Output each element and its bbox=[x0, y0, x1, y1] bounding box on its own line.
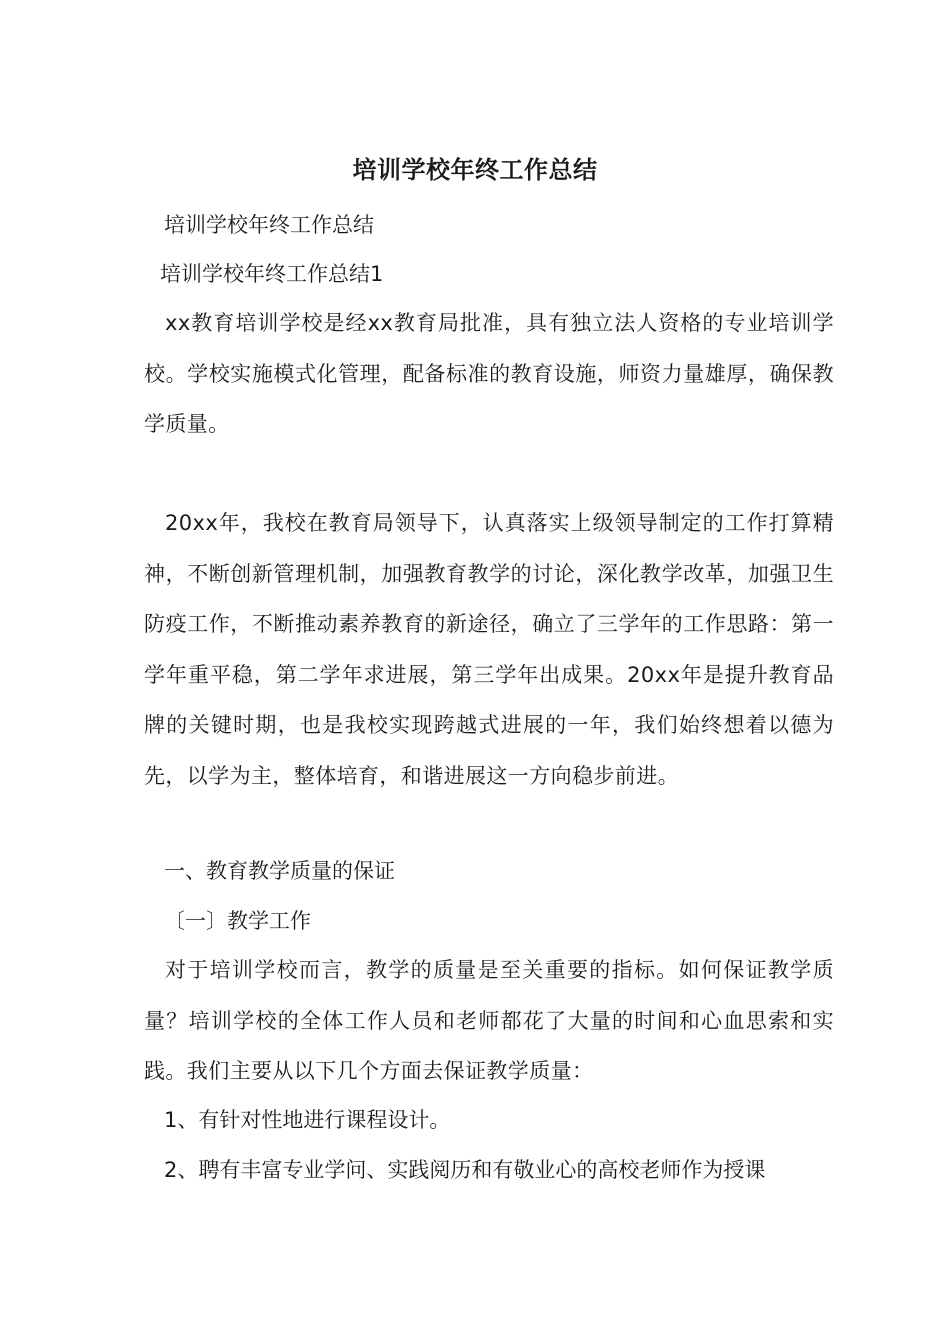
list-item-2: 2、聘有丰富专业学问、实践阅历和有敬业心的高校老师作为授课 bbox=[164, 1158, 766, 1182]
list-item-1: 1、有针对性地进行课程设计。 bbox=[164, 1108, 451, 1132]
heading-teaching-quality: 一、教育教学质量的保证 bbox=[164, 859, 395, 883]
heading-teaching-work: 〔一〕教学工作 bbox=[164, 909, 311, 933]
paragraph-year-summary: 20xx年，我校在教育局领导下，认真落实上级领导制定的工作打算精神，不断创新管理机制，加强教育教学的讨论，深化教学改革，加强卫生防疫工作，不断推动素养教育的新途径，确立了三学年的工作思路：第一学年重平稳，第二学年求进展，第三学年出成果。20xx年是提升教育品牌的关键时期，也是我校实现跨越式进展的一年，我们始终想着以德为先，以学为主，整体培育，和谐进展这一方向稳步前进。 bbox=[144, 511, 834, 788]
document-title: 培训学校年终工作总结 bbox=[352, 156, 598, 184]
document-subtitle: 培训学校年终工作总结 bbox=[164, 213, 374, 237]
paragraph-intro: xx教育培训学校是经xx教育局批准，具有独立法人资格的专业培训学校。学校实施模式化管理，配备标准的教育设施，师资力量雄厚，确保教学质量。 bbox=[144, 311, 834, 436]
section-heading: 培训学校年终工作总结1 bbox=[160, 262, 384, 286]
paragraph-teaching: 对于培训学校而言，教学的质量是至关重要的指标。如何保证教学质量？培训学校的全体工作人员和老师都花了大量的时间和心血思索和实践。我们主要从以下几个方面去保证教学质量： bbox=[144, 958, 834, 1083]
